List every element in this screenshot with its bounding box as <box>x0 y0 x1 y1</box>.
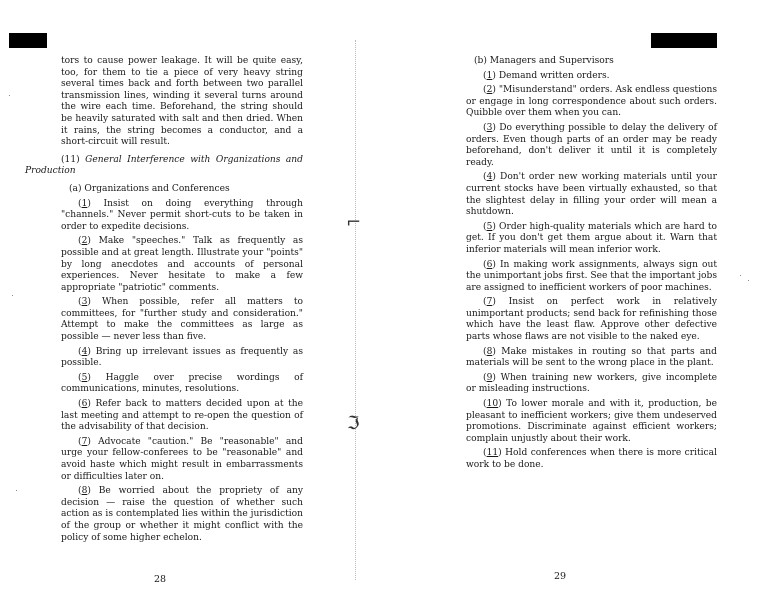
item-text: Demand written orders. <box>498 70 610 81</box>
numbered-item <box>466 85 717 120</box>
item-text: Haggle over precise wordings of communications, minutes, resolutions. <box>61 372 303 395</box>
page-right <box>395 0 769 605</box>
right-text-column <box>466 56 717 475</box>
item-text: Be worried about the propriety of any decision — raise the question of whether such action as is contemplated lies within the jurisdiction of the group or whether it might conflict with the policy of some higher echelon. <box>61 486 303 543</box>
numbered-item <box>61 373 303 396</box>
item-text: Make "speeches." Talk as frequently as possible and at great length. Illustrate your "points" by long anecdotes and accounts of personal experiences. Never hesitate to make a few appropriate "patriotic" comments. <box>61 236 303 293</box>
section-title: General Interference with Organizations and Production <box>25 154 303 177</box>
item-text: Advocate "caution." Be "reasonable" and urge your fellow-conferees to be "reasonable" and avoid haste which might result in embarrassments or difficulties later on. <box>61 436 303 482</box>
section-number: (11) <box>61 154 80 165</box>
item-text: Hold conferences when there is more critical work to be done. <box>466 448 717 470</box>
left-continuation-paragraph: tors to cause power leakage. It will be quite easy, too, for them to tie a piece of very heavy string several times back and forth between two parallel transmission lines, winding it several turns around the wire each time. Beforehand, the string should be heavily saturated with salt and then dried. When it rains, the string becomes a conductor, and a short-circuit will result. <box>61 56 303 148</box>
item-number: (5) <box>78 372 106 383</box>
binding-mark-top: ⌐ <box>346 212 362 233</box>
numbered-item <box>466 399 717 445</box>
numbered-item <box>466 373 717 396</box>
left-item-list <box>61 199 303 545</box>
section-heading <box>25 155 303 178</box>
item-text: When possible, refer all matters to committees, for "further study and consideration." Attempt to make the committees as large as possible — never less than five. <box>61 297 303 343</box>
numbered-item <box>466 172 717 218</box>
item-number: (4) <box>483 172 501 183</box>
item-number: (8) <box>78 486 99 497</box>
item-text: Don't order new working materials until your current stocks have been virtually exhausted, so that the slightest delay in filling your order will mean a shutdown. <box>466 172 717 218</box>
numbered-item <box>61 399 303 434</box>
numbered-item <box>61 297 303 343</box>
numbered-item <box>61 486 303 544</box>
item-text: When training new workers, give incomplete or misleading instructions. <box>466 372 717 395</box>
numbered-item <box>61 199 303 234</box>
numbered-item <box>61 347 303 370</box>
page-number-right: 29 <box>553 571 567 582</box>
item-number: (11) <box>483 448 506 459</box>
item-number: (1) <box>483 70 499 81</box>
page-number-left: 28 <box>153 574 167 585</box>
item-text: Make mistakes in routing so that parts and materials will be sent to the wrong place in the plant. <box>466 346 717 369</box>
item-number: (5) <box>483 221 500 232</box>
left-text-column <box>25 56 303 547</box>
numbered-item <box>466 347 717 370</box>
item-text: Refer back to matters decided upon at the last meeting and attempt to re-open the question of the advisability of that decision. <box>61 399 303 433</box>
item-number: (2) <box>483 85 499 96</box>
page-left <box>0 0 340 605</box>
item-number: (6) <box>78 399 96 410</box>
numbered-item <box>61 236 303 294</box>
subsection-heading-b: (b) Managers and Supervisors <box>474 56 614 66</box>
item-number: (6) <box>483 259 500 270</box>
subsection-heading-a: (a) Organizations and Conferences <box>69 183 230 194</box>
item-number: (9) <box>483 372 501 383</box>
item-number: (10) <box>483 399 507 410</box>
item-text: To lower morale and with it, production, be pleasant to inefficient workers; give them undeserved promotions. Discriminate against efficient workers; complain unjustly about their work. <box>466 399 717 444</box>
item-text: Bring up irrelevant issues as frequently as possible. <box>61 346 303 369</box>
item-text: Do everything possible to delay the delivery of orders. Even though parts of an order may be ready beforehand, don't deliver it until it is completely ready. <box>466 122 717 168</box>
numbered-item <box>466 260 717 295</box>
item-number: (8) <box>483 346 502 357</box>
item-text: Order high-quality materials which are hard to get. If you don't get them argue about it. Warn that inferior materials will mean inferior work. <box>466 221 717 255</box>
item-text: In making work assignments, always sign out the unimportant jobs first. See that the important jobs are assigned to inefficient workers of poor machines. <box>466 259 717 293</box>
item-number: (7) <box>78 436 99 447</box>
numbered-item <box>466 123 717 169</box>
numbered-item <box>466 448 717 471</box>
item-text: "Misunderstand" orders. Ask endless questions or engage in long correspondence about such orders. Quibble over them when you can. <box>466 85 717 119</box>
item-number: (3) <box>78 297 102 308</box>
numbered-item <box>466 71 717 83</box>
right-item-list <box>466 71 717 472</box>
item-text: Insist on doing everything through "channels." Never permit short-cuts to be taken in order to expedite decisions. <box>61 198 303 232</box>
numbered-item <box>466 297 717 343</box>
item-number: (3) <box>483 122 500 133</box>
item-number: (7) <box>483 297 509 308</box>
item-number: (4) <box>78 346 96 357</box>
item-text: Insist on perfect work in relatively unimportant products; send back for refinishing those which have the least flaw. Approve other defective parts whose flaws are not visible to the naked eye. <box>466 297 717 343</box>
numbered-item <box>61 437 303 483</box>
page-gutter <box>355 40 357 580</box>
binding-mark-bottom: ℑ <box>347 413 360 434</box>
item-number: (1) <box>78 198 104 209</box>
numbered-item <box>466 222 717 257</box>
item-number: (2) <box>78 236 99 247</box>
